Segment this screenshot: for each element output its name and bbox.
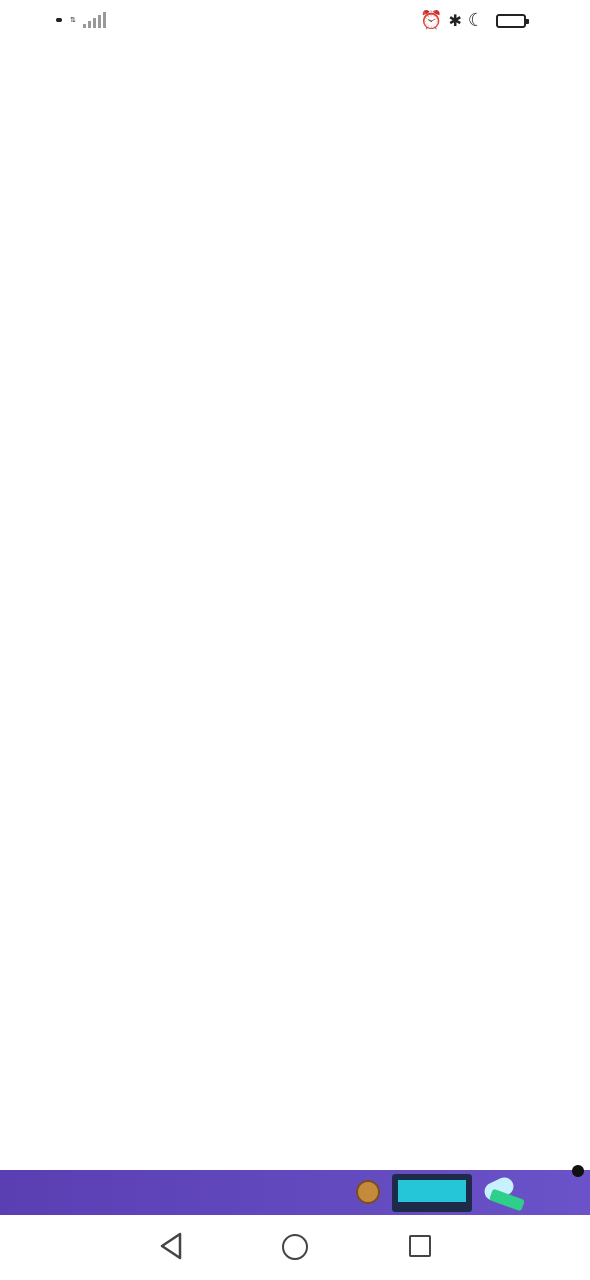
home-icon[interactable] bbox=[282, 1234, 308, 1260]
bluetooth-icon: ✱ bbox=[448, 12, 462, 30]
close-icon[interactable] bbox=[572, 1165, 584, 1177]
signal-icon bbox=[83, 12, 106, 28]
network-type-icon bbox=[70, 16, 76, 25]
status-right bbox=[420, 10, 542, 31]
ad-banner[interactable] bbox=[0, 1170, 590, 1215]
status-bar bbox=[0, 0, 590, 44]
data-arrows-icon: ⇅ bbox=[70, 16, 76, 24]
battery-icon bbox=[496, 14, 526, 28]
alarm-icon: ⏰ bbox=[420, 10, 443, 30]
volte-badge bbox=[56, 18, 62, 22]
status-left bbox=[50, 12, 106, 28]
back-icon[interactable] bbox=[158, 1231, 184, 1266]
navigation-bar bbox=[0, 1215, 590, 1280]
coin-icon bbox=[356, 1180, 380, 1204]
recent-apps-icon[interactable] bbox=[409, 1235, 431, 1257]
do-not-disturb-icon: ☾ bbox=[467, 10, 484, 30]
laptop-illustration bbox=[392, 1174, 472, 1212]
